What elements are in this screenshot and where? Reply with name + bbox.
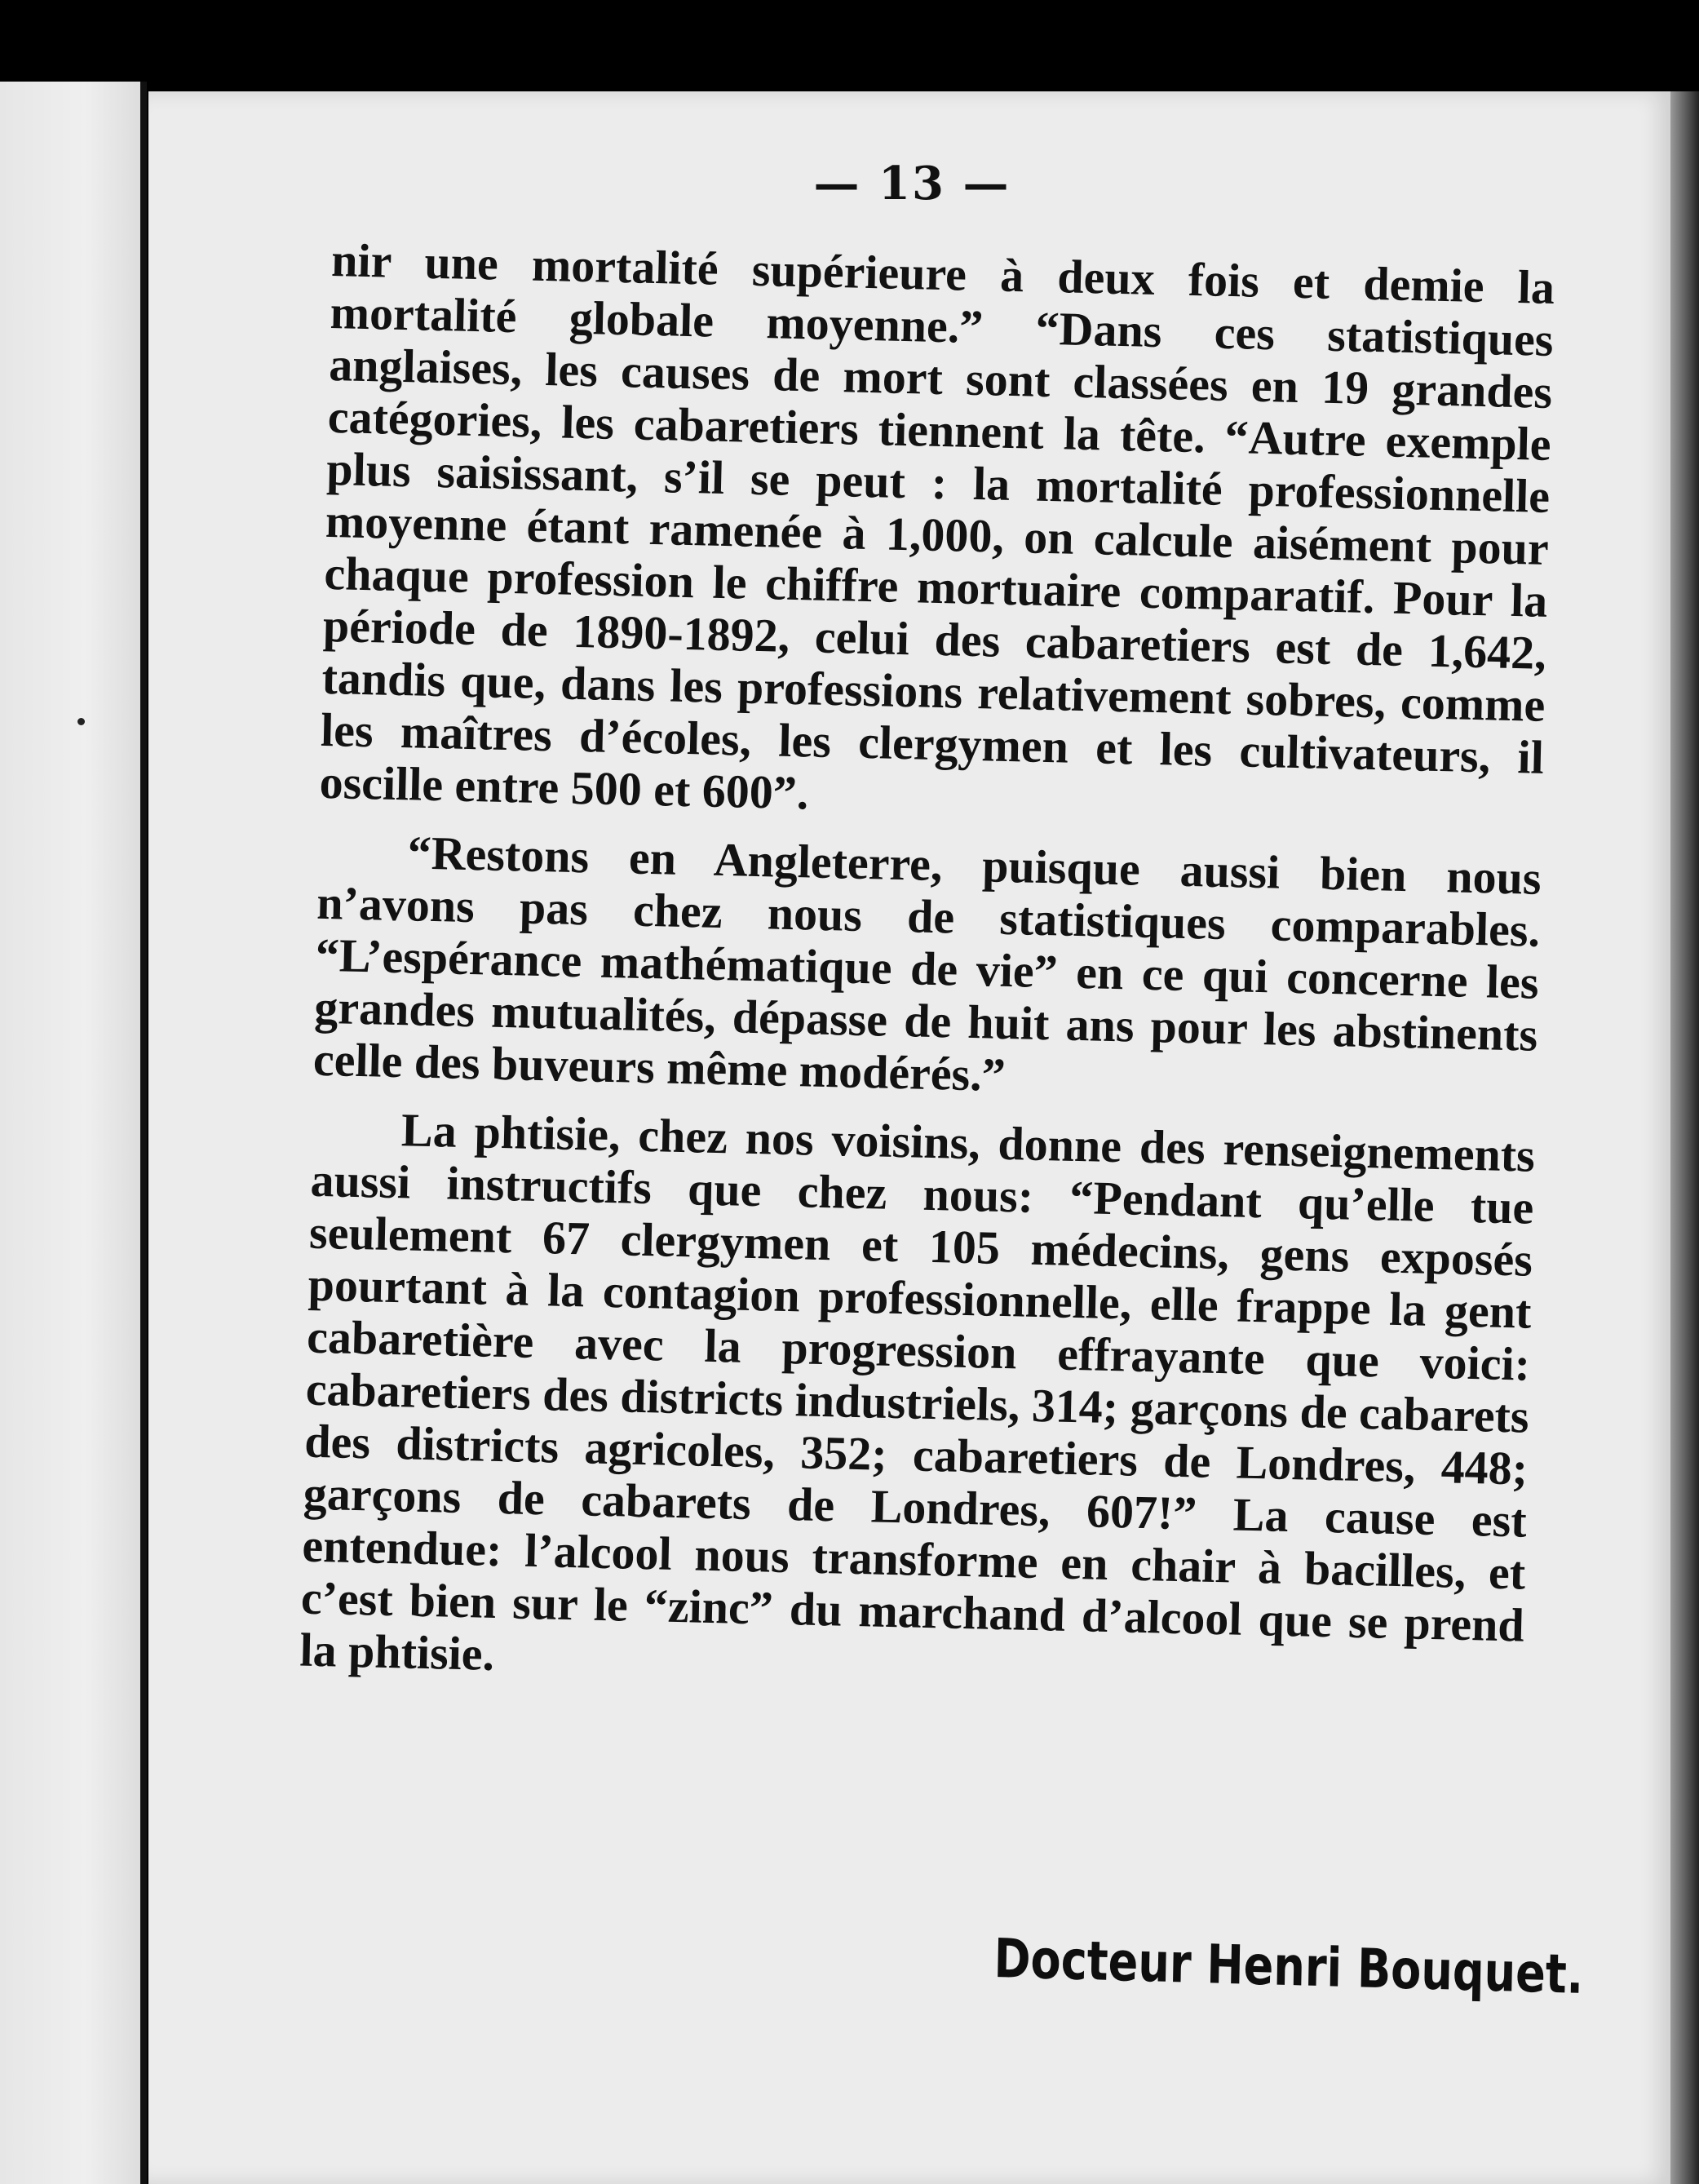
paragraph-3: La phtisie, chez nos voisins, donne des renseignements aussi instructifs que chez nous: “Pendant qu’elle tue seulement 67 clergymen et 105 médecins, gens exposés pourtant à la contagion professionnelle, elle frappe la gent cabaretière avec la progression effrayante que voici: cabaretiers des districts industriels, 314; garçons de cabarets des districts agricoles, 352; cabaretiers de Londres, 448; garçons de cabarets de Londres, 607!” La cause est entendue: l’alcool nous transforme en chair à bacilles, et c’est bien sur le “zinc” du marchand d’alcool que se prend la phtisie.: [299, 1103, 1536, 1681]
page-number: — 13 —: [813, 157, 1011, 210]
scan-speck: [77, 718, 85, 725]
gutter-fold: [140, 82, 147, 2184]
book-page: [148, 91, 1675, 2184]
paragraph-2: “Restons en Angleterre, puisque aussi bien nous n’avons pas chez nous de statistiques comparables. “L’espérance mathématique de vie” en ce qui concerne les grandes mutualités, dépasse de huit ans pour les abstinents celle des buveurs même modérés.”: [312, 826, 1542, 1101]
page-body-text: [299, 234, 1555, 1721]
paragraph-1: nir une mortalité supérieure à deux fois et demie la mortalité globale moyenne.” “Dans ces statistiques anglaises, les causes de mort sont classées en 19 grandes catégories, les cabaretiers tiennent la tête. “Autre exemple plus saisissant, s’il se peut : la mortalité professionnelle moyenne étant ramenée à 1,000, on calcule aisément pour chaque profession le chiffre mortuaire comparatif. Pour la période de 1890-1892, celui des cabaretiers est de 1,642, tandis que, dans les professions relativement sobres, comme les maîtres d’écoles, les clergymen et les cultivateurs, il oscille entre 500 et 600”.: [319, 233, 1555, 820]
author-signature: Docteur Henri Bouquet.: [993, 1927, 1584, 2006]
facing-page-edge: [0, 82, 143, 2184]
page-stack-edge: [1670, 91, 1699, 2184]
